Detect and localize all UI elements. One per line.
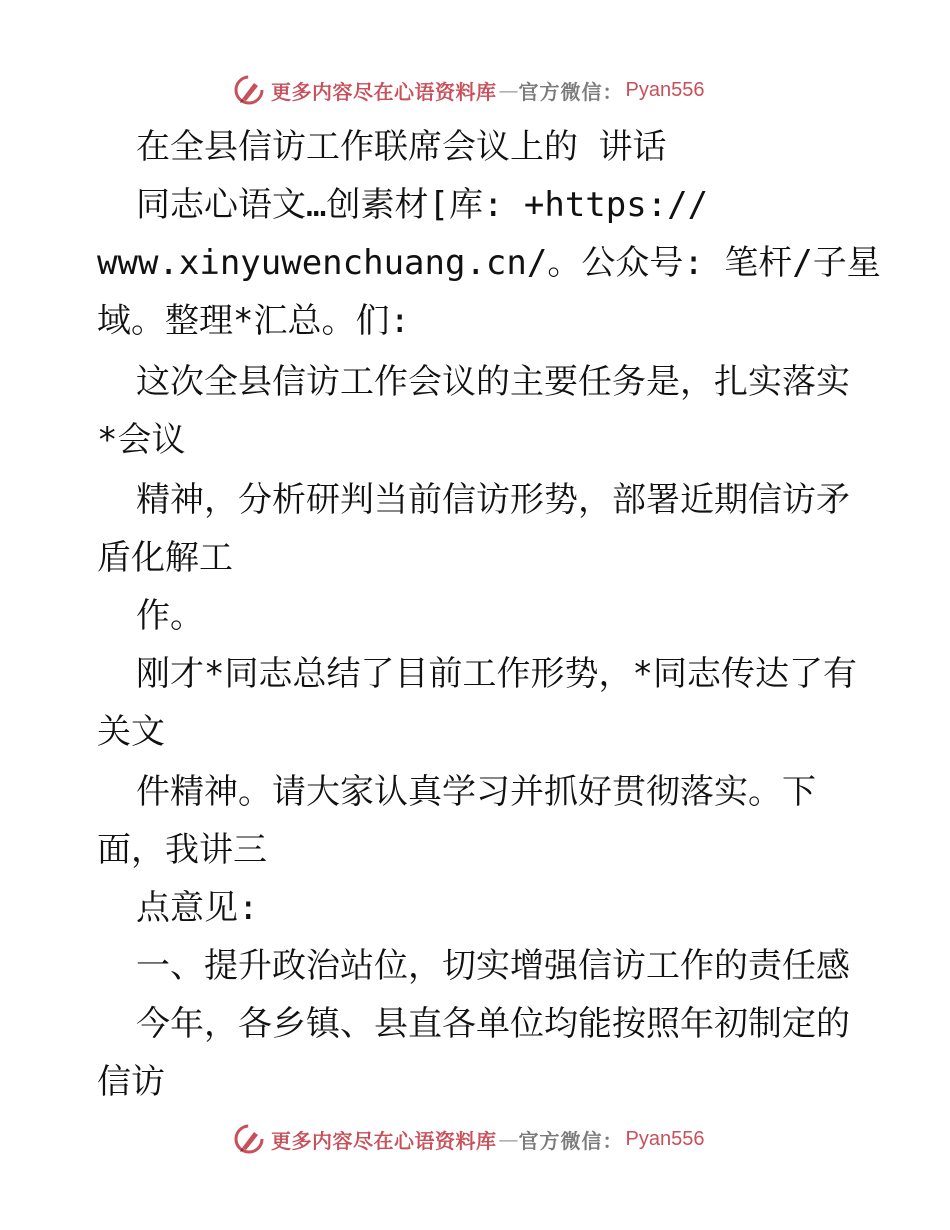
document-line: 刚才*同志总结了目前工作形势，*同志传达了有 bbox=[136, 654, 857, 694]
document-line: 信访 bbox=[97, 1062, 165, 1102]
watermark-banner-bottom bbox=[233, 1121, 704, 1157]
watermark-official-text: 官方微信： bbox=[518, 1128, 624, 1153]
document-line: 同志心语文…创素材[库: +https:// bbox=[136, 185, 709, 225]
document-line: 域。整理*汇总。们: bbox=[97, 301, 410, 341]
watermark-wechat-id: Pyan556 bbox=[625, 1127, 705, 1150]
document-line: 件精神。请大家认真学习并抓好贯彻落实。下 bbox=[136, 772, 816, 812]
document-line: 点意见: bbox=[136, 888, 259, 928]
watermark-dash: — bbox=[498, 1127, 517, 1151]
watermark-banner-top bbox=[233, 72, 704, 108]
document-title: 在全县信访工作联席会议上的 讲话 bbox=[136, 127, 667, 167]
watermark-wechat-id: Pyan556 bbox=[625, 78, 705, 101]
document-line: 盾化解工 bbox=[97, 538, 233, 578]
watermark-official-text: 官方微信： bbox=[518, 79, 624, 104]
document-line: 精神，分析研判当前信访形势，部署近期信访矛 bbox=[136, 480, 850, 520]
document-line: 这次全县信访工作会议的主要任务是，扎实落实 bbox=[136, 362, 850, 402]
section-heading: 一、提升政治站位，切实增强信访工作的责任感 bbox=[136, 946, 850, 986]
document-line: 今年，各乡镇、县直各单位均能按照年初制定的 bbox=[136, 1004, 850, 1044]
document-line: www.xinyuwenchuang.cn/。公众号: 笔杆/子星 bbox=[97, 243, 881, 283]
watermark-dash: — bbox=[498, 78, 517, 102]
watermark-brand-text: 更多内容尽在心语资料库 bbox=[271, 79, 497, 104]
document-line: 面，我讲三 bbox=[97, 830, 267, 870]
document-line: 作。 bbox=[136, 596, 204, 636]
document-line: *会议 bbox=[97, 420, 186, 460]
quill-pen-logo-icon bbox=[233, 74, 265, 106]
document-line: 关文 bbox=[97, 712, 165, 752]
quill-pen-logo-icon bbox=[233, 1123, 265, 1155]
watermark-brand-text: 更多内容尽在心语资料库 bbox=[271, 1128, 497, 1153]
